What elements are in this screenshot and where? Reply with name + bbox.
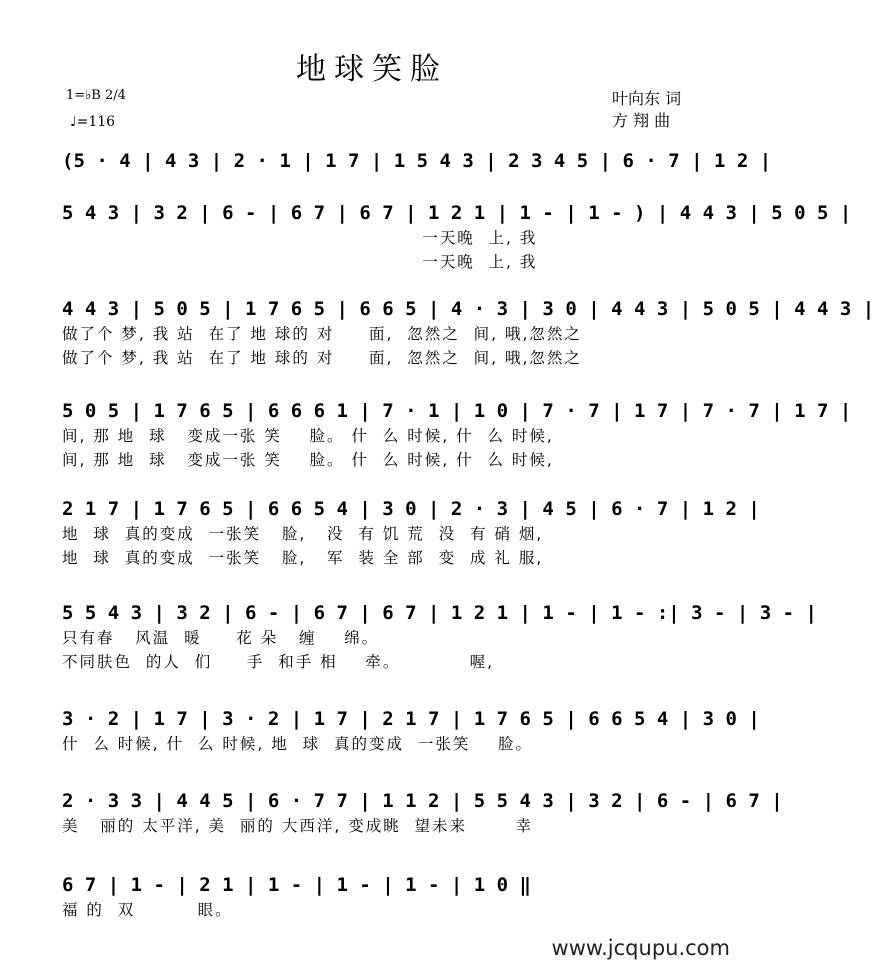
- key-signature: 1=♭B 2/4: [66, 88, 126, 103]
- notation-line: 6 7 | 1 - | 2 1 | 1 - | 1 - | 1 - | 1 0 ‖: [62, 874, 531, 896]
- lyric-line: 一天晚 上, 我: [62, 253, 538, 271]
- lyric-line: 不同肤色 的人 们 手 和手 相 牵。 喔,: [62, 653, 495, 671]
- lyric-line: 福 的 双 眼。: [62, 901, 233, 919]
- score-row: [62, 496, 760, 570]
- song-title: 地球笑脸: [296, 52, 448, 87]
- lyricist-credit: 叶向东 词: [612, 89, 682, 108]
- score-row: [62, 200, 852, 274]
- score-row: [62, 706, 760, 756]
- lyric-line: 间, 那 地 球 变成一张 笑 脸。 什 么 时候, 什 么 时候,: [62, 451, 554, 469]
- lyric-line: 美 丽的 太平洋, 美 丽的 大西洋, 变成眺 望未来 幸: [62, 817, 534, 835]
- notation-line: (5 · 4 | 4 3 | 2 · 1 | 1 7 | 1 5 4 3 | 2 3 4 5 | 6 · 7 | 1 2 |: [62, 150, 772, 172]
- composer-credit: 方 翔 曲: [612, 111, 671, 130]
- score-row: [62, 788, 783, 838]
- notation-line: 5 5 4 3 | 3 2 | 6 - | 6 7 | 6 7 | 1 2 1 | 1 - | 1 - :| 3 - | 3 - |: [62, 602, 817, 624]
- notation-line: 2 1 7 | 1 7 6 5 | 6 6 5 4 | 3 0 | 2 · 3 | 4 5 | 6 · 7 | 1 2 |: [62, 498, 760, 520]
- lyric-line: 地 球 真的变成 一张笑 脸, 没 有 饥 荒 没 有 硝 烟,: [62, 525, 544, 543]
- score-row: [62, 872, 702, 922]
- notation-line: 2 · 3 3 | 4 4 5 | 6 · 7 7 | 1 1 2 | 5 5 4 3 | 3 2 | 6 - | 6 7 |: [62, 790, 783, 812]
- lyric-line: 做了个 梦, 我 站 在了 地 球的 对 面, 忽然之 间, 哦,忽然之: [62, 325, 582, 343]
- site-watermark: www.jcqupu.com: [551, 936, 730, 960]
- notation-line: 5 4 3 | 3 2 | 6 - | 6 7 | 6 7 | 1 2 1 | 1 - | 1 - ) | 4 4 3 | 5 0 5 |: [62, 202, 852, 224]
- score-row: [62, 148, 772, 174]
- lyric-line: 一天晚 上, 我: [62, 229, 538, 247]
- lyric-line: 做了个 梦, 我 站 在了 地 球的 对 面, 忽然之 间, 哦,忽然之: [62, 349, 582, 367]
- score-row: [62, 296, 874, 370]
- lyric-line: 只有春 风温 暖 花 朵 缠 绵。: [62, 629, 380, 647]
- notation-line: 5 0 5 | 1 7 6 5 | 6 6 6 1 | 7 · 1 | 1 0 | 7 · 7 | 1 7 | 7 · 7 | 1 7 |: [62, 400, 852, 422]
- lyric-line: 什 么 时候, 什 么 时候, 地 球 真的变成 一张笑 脸。: [62, 735, 534, 753]
- tempo-marking: ♩=116: [70, 114, 116, 130]
- notation-line: 3 · 2 | 1 7 | 3 · 2 | 1 7 | 2 1 7 | 1 7 6 5 | 6 6 5 4 | 3 0 |: [62, 708, 760, 730]
- lyric-line: 间, 那 地 球 变成一张 笑 脸。 什 么 时候, 什 么 时候,: [62, 427, 554, 445]
- score-row: [62, 600, 817, 674]
- lyric-line: 地 球 真的变成 一张笑 脸, 军 装 全 部 变 成 礼 服,: [62, 549, 544, 567]
- score-row: [62, 398, 852, 472]
- notation-line: 4 4 3 | 5 0 5 | 1 7 6 5 | 6 6 5 | 4 · 3 | 3 0 | 4 4 3 | 5 0 5 | 4 4 3 |: [62, 298, 874, 320]
